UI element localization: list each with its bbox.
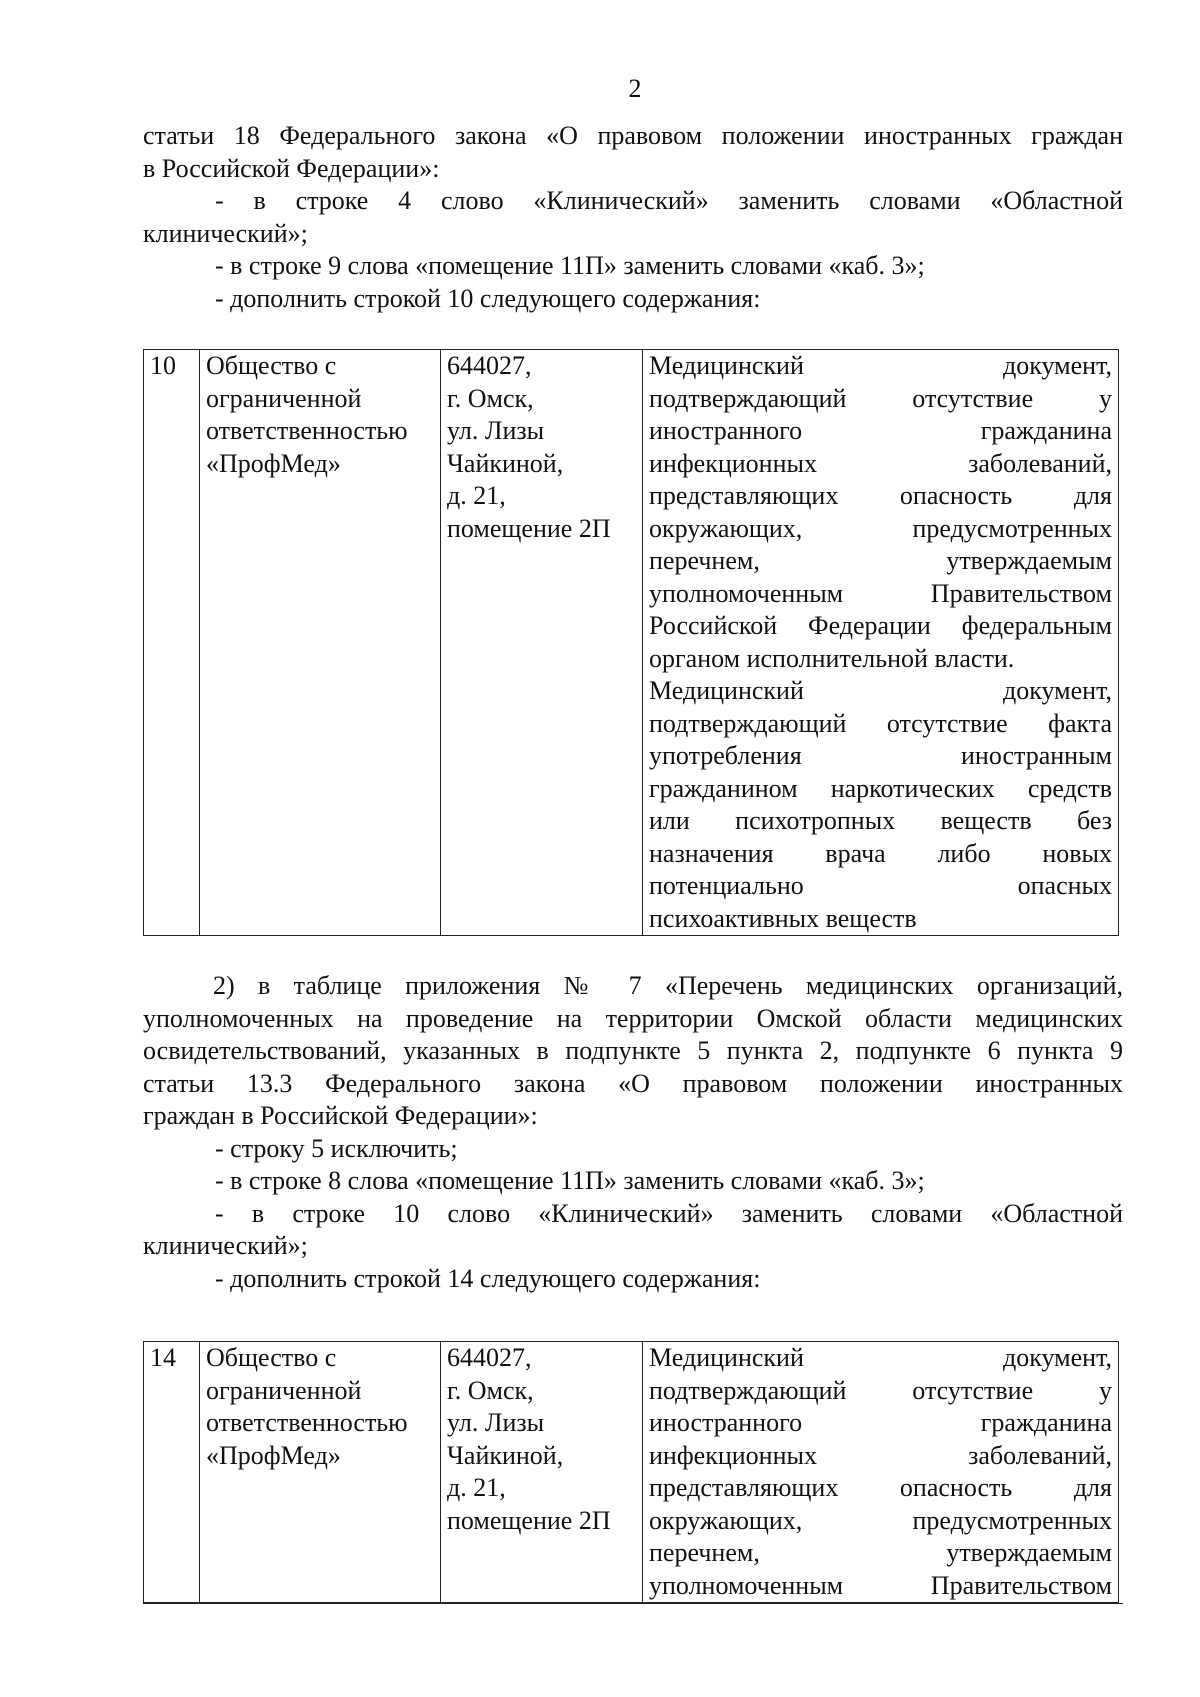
cell-line: употребления иностранным bbox=[649, 741, 1112, 770]
intro-text bbox=[143, 120, 1123, 315]
cell-line: Чайкиной, bbox=[447, 448, 564, 478]
page-number: 2 bbox=[628, 74, 642, 103]
row-number-cell bbox=[144, 1342, 200, 1603]
cell-line: «ПрофМед» bbox=[206, 448, 341, 478]
documents-cell bbox=[643, 350, 1119, 936]
cell-line: уполномоченным Правительством bbox=[649, 578, 1112, 608]
organization-cell bbox=[200, 1342, 441, 1603]
cell-line: гражданином наркотических средств bbox=[649, 773, 1112, 803]
cell-line: Медицинский документ, bbox=[649, 351, 1112, 380]
text-line: граждан в Российской Федерации»: bbox=[143, 1101, 538, 1130]
cell-line: ответственностью bbox=[206, 416, 408, 445]
text-line: - в строке 9 слова «помещение 11П» заменить словами «каб. 3»; bbox=[215, 251, 925, 280]
cell-line: перечнем, утверждаемым bbox=[649, 1538, 1112, 1567]
text-line: клинический»; bbox=[143, 1231, 308, 1260]
amendment-table-row-14 bbox=[143, 1341, 1119, 1603]
cell-line: иностранного гражданина bbox=[649, 1408, 1112, 1437]
cell-line: Чайкиной, bbox=[447, 1440, 564, 1470]
cell-line: подтверждающий отсутствие у bbox=[649, 1375, 1112, 1405]
cell-line: 644027, bbox=[447, 1343, 532, 1372]
cell-line: ответственностью bbox=[206, 1408, 408, 1437]
cell-line: органом исполнительной власти. bbox=[649, 643, 1015, 673]
cell-line: г. Омск, bbox=[447, 1375, 534, 1405]
text-line: - в строке 8 слова «помещение 11П» заменить словами «каб. 3»; bbox=[215, 1166, 925, 1195]
table-row bbox=[144, 350, 1119, 936]
cell-line: потенциально опасных bbox=[649, 871, 1112, 900]
text-line: статьи 18 Федерального закона «О правовом положении иностранных граждан bbox=[143, 121, 1123, 150]
cell-line: окружающих, предусмотренных bbox=[649, 1505, 1112, 1535]
row-number-cell bbox=[144, 350, 200, 936]
text-line: - в строке 4 слово «Клинический» заменить словами «Областной bbox=[215, 186, 1123, 215]
cell-line: подтверждающий отсутствие у bbox=[649, 383, 1112, 413]
address-cell bbox=[441, 350, 643, 936]
text-line: в Российской Федерации»: bbox=[143, 153, 440, 183]
text-line: статьи 13.3 Федерального закона «О правовом положении иностранных bbox=[143, 1068, 1123, 1098]
cell-line: подтверждающий отсутствие факта bbox=[649, 708, 1112, 738]
cell-line: Медицинский документ, bbox=[649, 676, 1112, 705]
cell-line: инфекционных заболеваний, bbox=[649, 448, 1112, 478]
cell-line: представляющих опасность для bbox=[649, 481, 1112, 510]
row-number: 14 bbox=[150, 1343, 176, 1372]
cell-line: д. 21, bbox=[447, 481, 506, 510]
cell-line: Российской Федерации федеральным bbox=[649, 611, 1112, 640]
text-line: клинический»; bbox=[143, 218, 308, 248]
cell-line: Общество с bbox=[206, 351, 337, 380]
cell-line: «ПрофМед» bbox=[206, 1440, 341, 1470]
cell-line: Медицинский документ, bbox=[649, 1343, 1112, 1372]
cell-line: психоактивных веществ bbox=[649, 903, 917, 933]
cell-line: помещение 2П bbox=[447, 1505, 611, 1535]
cell-line: ул. Лизы bbox=[447, 416, 545, 445]
text-line: освидетельствований, указанных в подпункте 5 пункта 2, подпункте 6 пункта 9 bbox=[143, 1036, 1123, 1065]
cell-line: Общество с bbox=[206, 1343, 337, 1372]
cell-line: назначения врача либо новых bbox=[649, 838, 1112, 868]
amendment-table-row-10 bbox=[143, 349, 1119, 936]
cell-line: 644027, bbox=[447, 351, 532, 380]
cell-line: г. Омск, bbox=[447, 383, 534, 413]
cell-line: уполномоченным Правительством bbox=[649, 1570, 1112, 1600]
cell-line: ул. Лизы bbox=[447, 1408, 545, 1437]
cell-line: перечнем, утверждаемым bbox=[649, 546, 1112, 575]
cell-line: инфекционных заболеваний, bbox=[649, 1440, 1112, 1470]
documents-cell bbox=[643, 1342, 1119, 1603]
middle-text bbox=[143, 970, 1123, 1295]
text-line: 2) в таблице приложения № 7 «Перечень медицинских организаций, bbox=[213, 971, 1123, 1000]
organization-cell bbox=[200, 350, 441, 936]
cell-line: или психотропных веществ без bbox=[649, 806, 1112, 835]
text-line: - в строке 10 слово «Клинический» заменить словами «Областной bbox=[215, 1198, 1123, 1228]
cell-line: представляющих опасность для bbox=[649, 1473, 1112, 1502]
row-number: 10 bbox=[150, 351, 176, 380]
text-line: - дополнить строкой 10 следующего содержания: bbox=[215, 283, 761, 313]
cell-line: иностранного гражданина bbox=[649, 416, 1112, 445]
text-line: - строку 5 исключить; bbox=[215, 1133, 458, 1163]
text-line: уполномоченных на проведение на территории Омской области медицинских bbox=[143, 1003, 1123, 1033]
cell-line: окружающих, предусмотренных bbox=[649, 513, 1112, 543]
table-row bbox=[144, 1342, 1119, 1603]
address-cell bbox=[441, 1342, 643, 1603]
cell-line: помещение 2П bbox=[447, 513, 611, 543]
cell-line: ограниченной bbox=[206, 1375, 362, 1405]
cell-line: д. 21, bbox=[447, 1473, 506, 1502]
text-line: - дополнить строкой 14 следующего содержания: bbox=[215, 1263, 761, 1293]
cell-line: ограниченной bbox=[206, 383, 362, 413]
amendment-table-row-14-wrapper bbox=[143, 1341, 1123, 1604]
